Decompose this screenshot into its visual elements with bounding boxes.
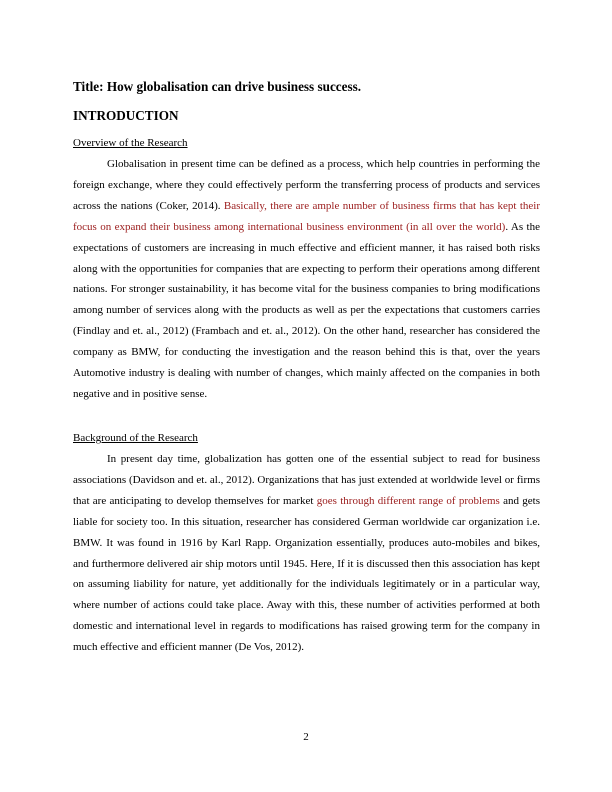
page-number: 2 xyxy=(303,731,309,743)
subheading-overview: Overview of the Research xyxy=(73,137,188,149)
text-run: . As the expectations of customers are increasing in much effective and efficient manner, it has raised both risks along with the opportunities for companies that are expecting to perform their operations among different nations. For stronger sustainability, it has become vital for the business companies to bring modifications among number of services along with the products as well as per the expectations that customers carries (Findlay and et. al., 2012) (Frambach and et. al., 2012). On the other hand, researcher has considered the company as BMW, for conducting the investigation and the reason behind this is that, over the years Automotive industry is dealing with number of changes, which mainly affected on the companies in both negative and in positive sense. xyxy=(73,220,540,400)
paragraph-background xyxy=(73,449,540,658)
highlighted-text: goes through different range of problems xyxy=(316,494,500,507)
subheading-background: Background of the Research xyxy=(73,432,198,444)
text-run: Globalisation in present time can be defined as a process, which help countries in performing the foreign exchange, where they could effectively perform the transferring process of products and services across the nations (Coker, 2014). xyxy=(73,158,540,212)
text-run: In present day time, globalization has gotten one of the essential subject to read for business associations (Davidson and et. al., 2012). Organizations that has just extended at worldwide level or firms that are anticipating to develop themselves for market xyxy=(73,453,540,507)
section-heading: INTRODUCTION xyxy=(73,108,179,123)
document-title: Title: How globalisation can drive business success. xyxy=(73,79,362,94)
paragraph-overview xyxy=(73,154,540,405)
highlighted-text: Basically, there are ample number of business firms that has kept their focus on expand their business among international business environment (in all over the world) xyxy=(73,199,540,233)
text-run: and gets liable for society too. In this situation, researcher has considered German worldwide car organization i.e. BMW. It was found in 1916 by Karl Rapp. Organization essentially, produces auto-mobiles and bikes, and furthermore delivered air ship motors until 1945. Here, If it is discussed then this association has kept on assuming liability for nature, yet additionally for the individuals legitimately or in a particular way, where number of actions could take place. Away with this, these number of activities performed at both domestic and international level in regards to modifications has raised growing term for the company in much effective and efficient manner (De Vos, 2012). xyxy=(73,494,540,654)
